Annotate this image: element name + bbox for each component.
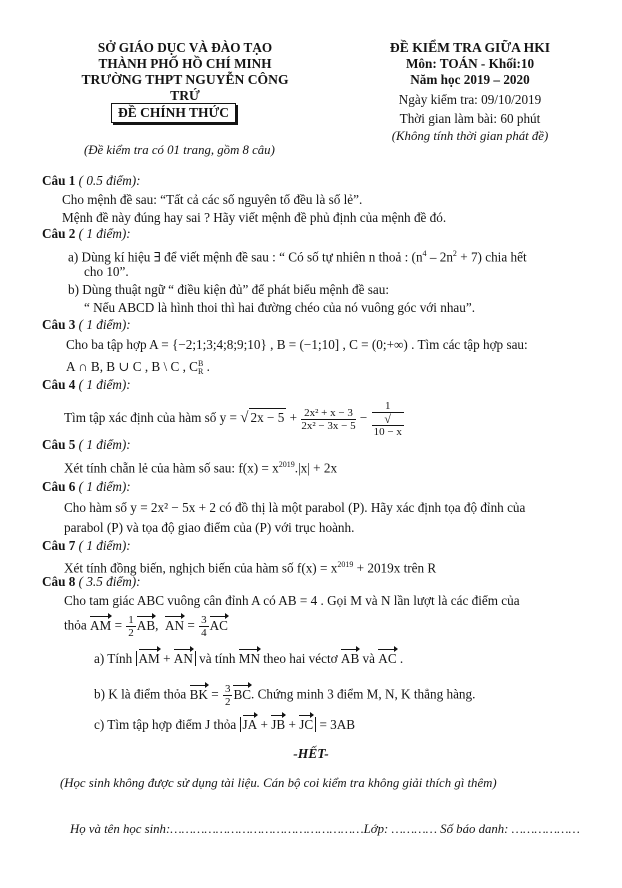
- q8-part-b: b) K là điểm thỏa BK = $\frac{3}{2}$ BC. Chứng minh 3 điểm M, N, K thẳng hàng.: [94, 683, 476, 708]
- exam-duration: Thời gian làm bài: 60 phút: [399, 111, 541, 126]
- exam-note-left: (Đề kiểm tra có 01 trang, gồm 8 câu): [84, 143, 275, 157]
- city-name: THÀNH PHỐ HỒ CHÍ MINH: [98, 56, 272, 71]
- q6-line1: Cho hàm số y = 2x² − 5x + 2 có đồ thị là một parabol (P). Hãy xác định tọa độ đỉnh của: [64, 500, 526, 515]
- q8-part-c: c) Tìm tập hợp điểm J thỏa JA + JB + JC = 3AB: [94, 717, 356, 732]
- exam-subject: Môn: TOÁN - Khối:10: [405, 56, 535, 71]
- q1-line2: Mệnh đề này đúng hay sai ? Hãy viết mệnh đề phủ định của mệnh đề đó.: [62, 210, 447, 225]
- student-info-line: Họ và tên học sinh:……………………………………………Lớp: ………… Số báo danh: ………………: [70, 822, 580, 836]
- q8-line1: Cho tam giác ABC vuông cân đỉnh A có AB = 4 . Gọi M và N lần lượt là các điểm của: [64, 593, 520, 608]
- q3-line2: A ∩ B, B ∪ C , B \ C , C B R .: [66, 358, 210, 376]
- q8-line2: thỏa AM = $\frac{1}{2}$ AB, AN = $\frac{3}{4}$ AC: [64, 614, 228, 639]
- q8-part-a: a) Tính AM + AN và tính MN theo hai véctơ AB và AC .: [94, 651, 404, 666]
- q6-heading: Câu 6 ( 1 điểm):: [42, 479, 131, 494]
- q4-formula: Tìm tập xác định của hàm số y = √ 2x − 5 + $\frac{\text{2x² + x − 3}}{\text{2x² − 3x − 5}}$ − 1 √ 10 − x: [64, 400, 402, 438]
- q2-b-line2: “ Nếu ABCD là hình thoi thì hai đường chéo của nó vuông góc với nhau”.: [84, 300, 476, 315]
- footer-note: (Học sinh không được sử dụng tài liệu. Cán bộ coi kiểm tra không giải thích gì thêm): [60, 776, 497, 790]
- q3-line1: Cho ba tập hợp A = {−2;1;3;4;8;9;10} , B = (−1;10] , C = (0;+∞) . Tìm các tập hợp sau:: [66, 337, 528, 352]
- school-name: TRƯỜNG THPT NGUYỄN CÔNG TRỨ: [81, 72, 289, 103]
- q1-line1: Cho mệnh đề sau: “Tất cả các số nguyên tố đều là số lẻ”.: [62, 192, 363, 207]
- school-year: Năm học 2019 – 2020: [410, 72, 530, 87]
- q1-heading: Câu 1 ( 0.5 điểm):: [42, 173, 141, 188]
- q2-heading: Câu 2 ( 1 điểm):: [42, 226, 131, 241]
- q5-heading: Câu 5 ( 1 điểm):: [42, 437, 131, 452]
- q7-line: Xét tính đồng biến, nghịch biến của hàm số $f(x) = x^{2019} + 2019x$ trên R: [64, 560, 437, 576]
- q6-line2: parabol (P) và tọa độ giao điểm của (P) với trục hoành.: [64, 520, 355, 535]
- q2-b-line1: b) Dùng thuật ngữ “ điều kiện đủ” để phát biểu mệnh đề sau:: [68, 282, 390, 297]
- exam-date: Ngày kiểm tra: 09/10/2019: [398, 92, 542, 107]
- official-badge: ĐỀ CHÍNH THỨC: [111, 103, 236, 123]
- q3-heading: Câu 3 ( 1 điểm):: [42, 317, 131, 332]
- end-marker: -HẾT-: [293, 746, 329, 761]
- exam-title: ĐỀ KIỂM TRA GIỮA HKI: [389, 40, 551, 55]
- exam-note-right: (Không tính thời gian phát đề): [391, 129, 549, 143]
- q7-heading: Câu 7 ( 1 điểm):: [42, 538, 131, 553]
- q4-heading: Câu 4 ( 1 điểm):: [42, 377, 131, 392]
- department-name: SỞ GIÁO DỤC VÀ ĐÀO TẠO: [97, 40, 273, 55]
- q2-a-line2: cho 10”.: [84, 264, 129, 279]
- q2-a-line1: a) Dùng kí hiệu ∃ để viết mệnh đề sau : “ Có số tự nhiên n thoả : $(n^4 - 2n^2 + 7)$ chia hết: [68, 249, 527, 265]
- q8-heading: Câu 8 ( 3.5 điểm):: [42, 574, 141, 589]
- q5-formula: Xét tính chẵn lẻ của hàm số sau: $f(x) = x^{2019}.|x| + 2x$: [64, 460, 338, 476]
- header-left: [70, 40, 300, 104]
- header-right: [355, 40, 585, 144]
